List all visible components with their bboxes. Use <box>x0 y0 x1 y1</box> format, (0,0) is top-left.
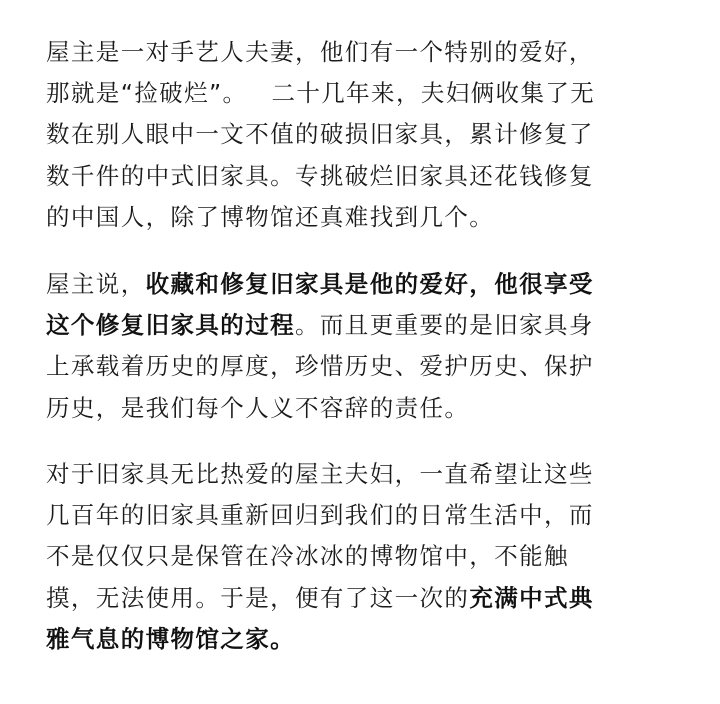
paragraph-3-normal: 摸，无法使用。于是，便有了这一次的 <box>46 583 470 612</box>
paragraph-3 <box>46 454 656 660</box>
paragraph-2-emphasis-1: 收藏和修复旧家具是他的爱好，他很享受 <box>145 270 594 298</box>
paragraph-3-line-4 <box>46 578 656 619</box>
paragraph-1-line-2-a: 那就是“捡破烂”。 <box>46 79 248 108</box>
paragraph-1-line-3: 数在别人眼中一文不值的破损旧家具，累计修复了 <box>46 120 594 149</box>
paragraph-2-line-1 <box>46 264 656 305</box>
paragraph-2-intro: 屋主说， <box>46 270 146 298</box>
paragraph-1 <box>46 32 678 238</box>
paragraph-2-line-4: 历史，是我们每个人义不容辞的责任。 <box>46 393 470 422</box>
paragraph-3-line-1: 对于旧家具无比热爱的屋主夫妇，一直希望让这些 <box>46 460 594 488</box>
paragraph-1-line-2 <box>46 73 678 114</box>
paragraph-2 <box>46 264 656 429</box>
paragraph-2-line-3: 上承载着历史的厚度，珍惜历史、爱护历史、保护 <box>46 352 594 381</box>
paragraph-3-emphasis-2: 雅气息的博物馆之家。 <box>46 624 295 653</box>
paragraph-2-emphasis-2: 这个修复旧家具的过程 <box>46 311 295 340</box>
paragraph-1-line-2-b: 二十几年来，夫妇俩收集了无 <box>271 79 596 108</box>
paragraph-3-emphasis-1: 充满中式典 <box>469 583 594 612</box>
paragraph-1-line-5: 的中国人，除了博物馆还真难找到几个。 <box>46 202 495 231</box>
paragraph-1-line-4: 数千件的中式旧家具。专挑破烂旧家具还花钱修复 <box>46 161 594 190</box>
paragraph-1-line-1: 屋主是一对手艺人夫妻，他们有一个特别的爱好， <box>46 38 594 66</box>
paragraph-2-continuation: 。而且更重要的是旧家具身 <box>295 311 594 340</box>
paragraph-3-line-3: 不是仅仅只是保管在冷冰冰的博物馆中，不能触 <box>46 542 569 571</box>
paragraph-2-line-2 <box>46 305 656 346</box>
paragraph-3-line-2: 几百年的旧家具重新回归到我们的日常生活中，而 <box>46 501 594 530</box>
